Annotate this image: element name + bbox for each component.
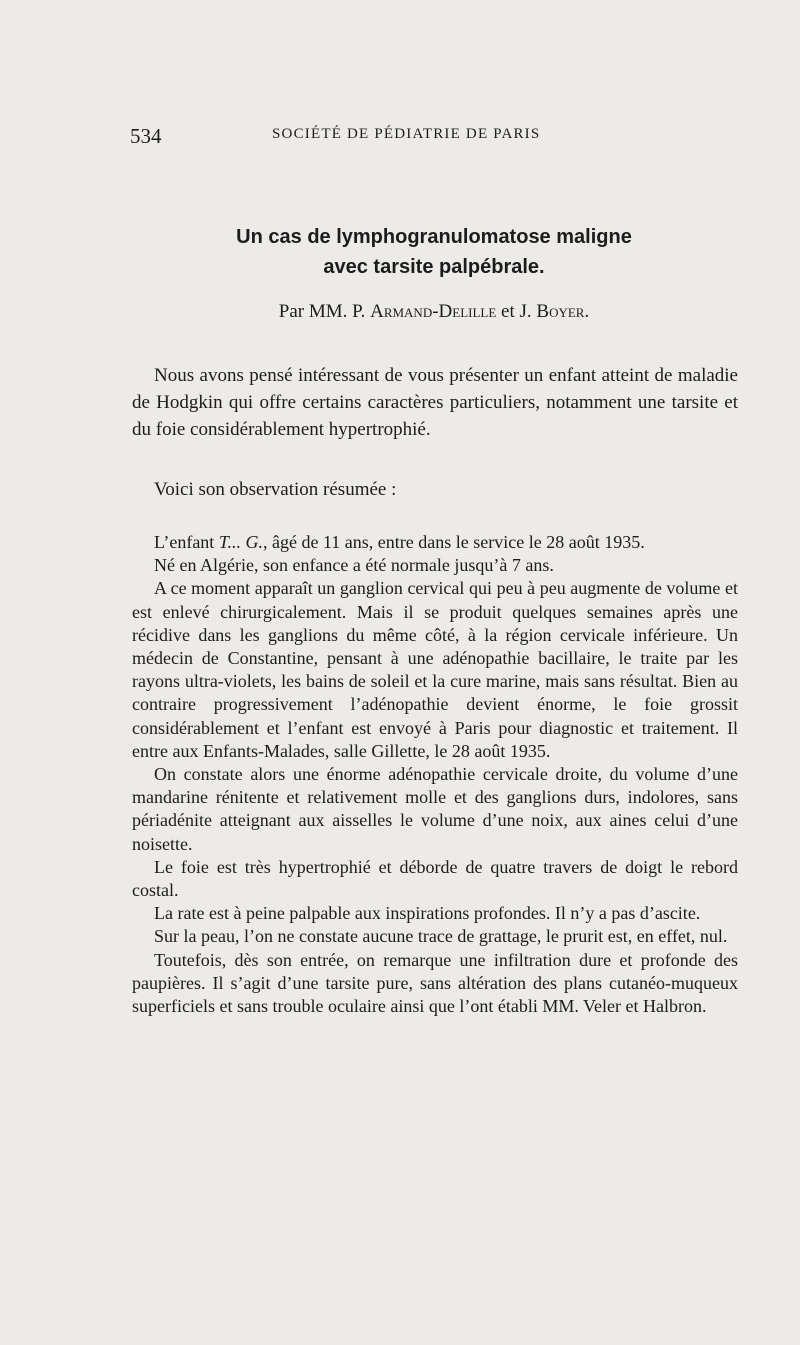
intro-paragraph: Nous avons pensé intéressant de vous présenter un enfant atteint de maladie de Hodgkin qui offre certains caractères particuliers, notamment une tarsite et du foie considérablement hypertrophié. [132,365,738,440]
patient-initials: T... G. [218,532,263,552]
author-1: Armand-Delille [370,301,497,322]
observation-paragraph: La rate est à peine palpable aux inspirations profondes. Il n’y a pas d’ascite. [154,903,701,924]
observation-paragraph: Né en Algérie, son enfance a été normale jusqu’à 7 ans. [154,555,554,576]
author-middle: et J. [496,301,537,322]
observation-paragraph: Sur la peau, l’on ne constate aucune trace de grattage, le prurit est, en effet, nul. [154,926,728,947]
title-line-1: Un cas de lymphogranulomatose maligne [236,226,632,248]
article-title [130,222,738,282]
author-suffix: . [584,301,590,322]
title-line-2: avec tarsite palpébrale. [323,256,545,278]
author-line [130,301,738,323]
observation-body [132,531,738,1018]
observation-paragraph: A ce moment apparaît un ganglion cervical qui peu à peu augmente de volume et est enlevé chirurgicalement. Mais il se produit quelques semaines après une récidive dans les ganglions du même côté, à la région cervicale inférieure. Un médecin de Constantine, pensant à une adénopathie bacillaire, le traite par les rayons ultra-violets, les bains de soleil et la cure marine, mais sans résultat. Bien au contraire progressivement l’adénopathie devient énorme, le foie grossit considérablement et l’enfant est envoyé à Paris pour diagnostic et traitement. Il entre aux Enfants-Malades, salle Gillette, le 28 août 1935. [132,578,738,761]
intro-lead-in: Voici son observation résumée : [154,479,397,500]
obs-p1-end: , âgé de 11 ans, entre dans le service le 28 août 1935. [263,532,645,552]
page-number: 534 [130,124,162,148]
observation-paragraph [132,531,738,554]
observation-paragraph: On constate alors une énorme adénopathie cervicale droite, du volume d’une mandarine rénitente et relativement molle et des ganglions durs, indolores, sans périadénite atteignant aux aisselles le volume d’une noix, aux aines celui d’une noisette. [132,764,738,854]
running-head: SOCIÉTÉ DE PÉDIATRIE DE PARIS [272,126,541,142]
author-prefix: Par MM. P. [278,301,371,322]
observation-paragraph: Toutefois, dès son entrée, on remarque une infiltration dure et profonde des paupières. Il s’agit d’une tarsite pure, sans altération des plans cutanéo-muqueux superficiels et sans trouble oculaire ainsi que l’ont établi MM. Veler et Halbron. [132,949,738,1017]
observation-paragraph: Le foie est très hypertrophié et déborde de quatre travers de doigt le rebord costal. [132,856,738,901]
author-2: Boyer [536,301,585,322]
page-header [130,124,730,148]
obs-p1-start: L’enfant [154,532,219,552]
